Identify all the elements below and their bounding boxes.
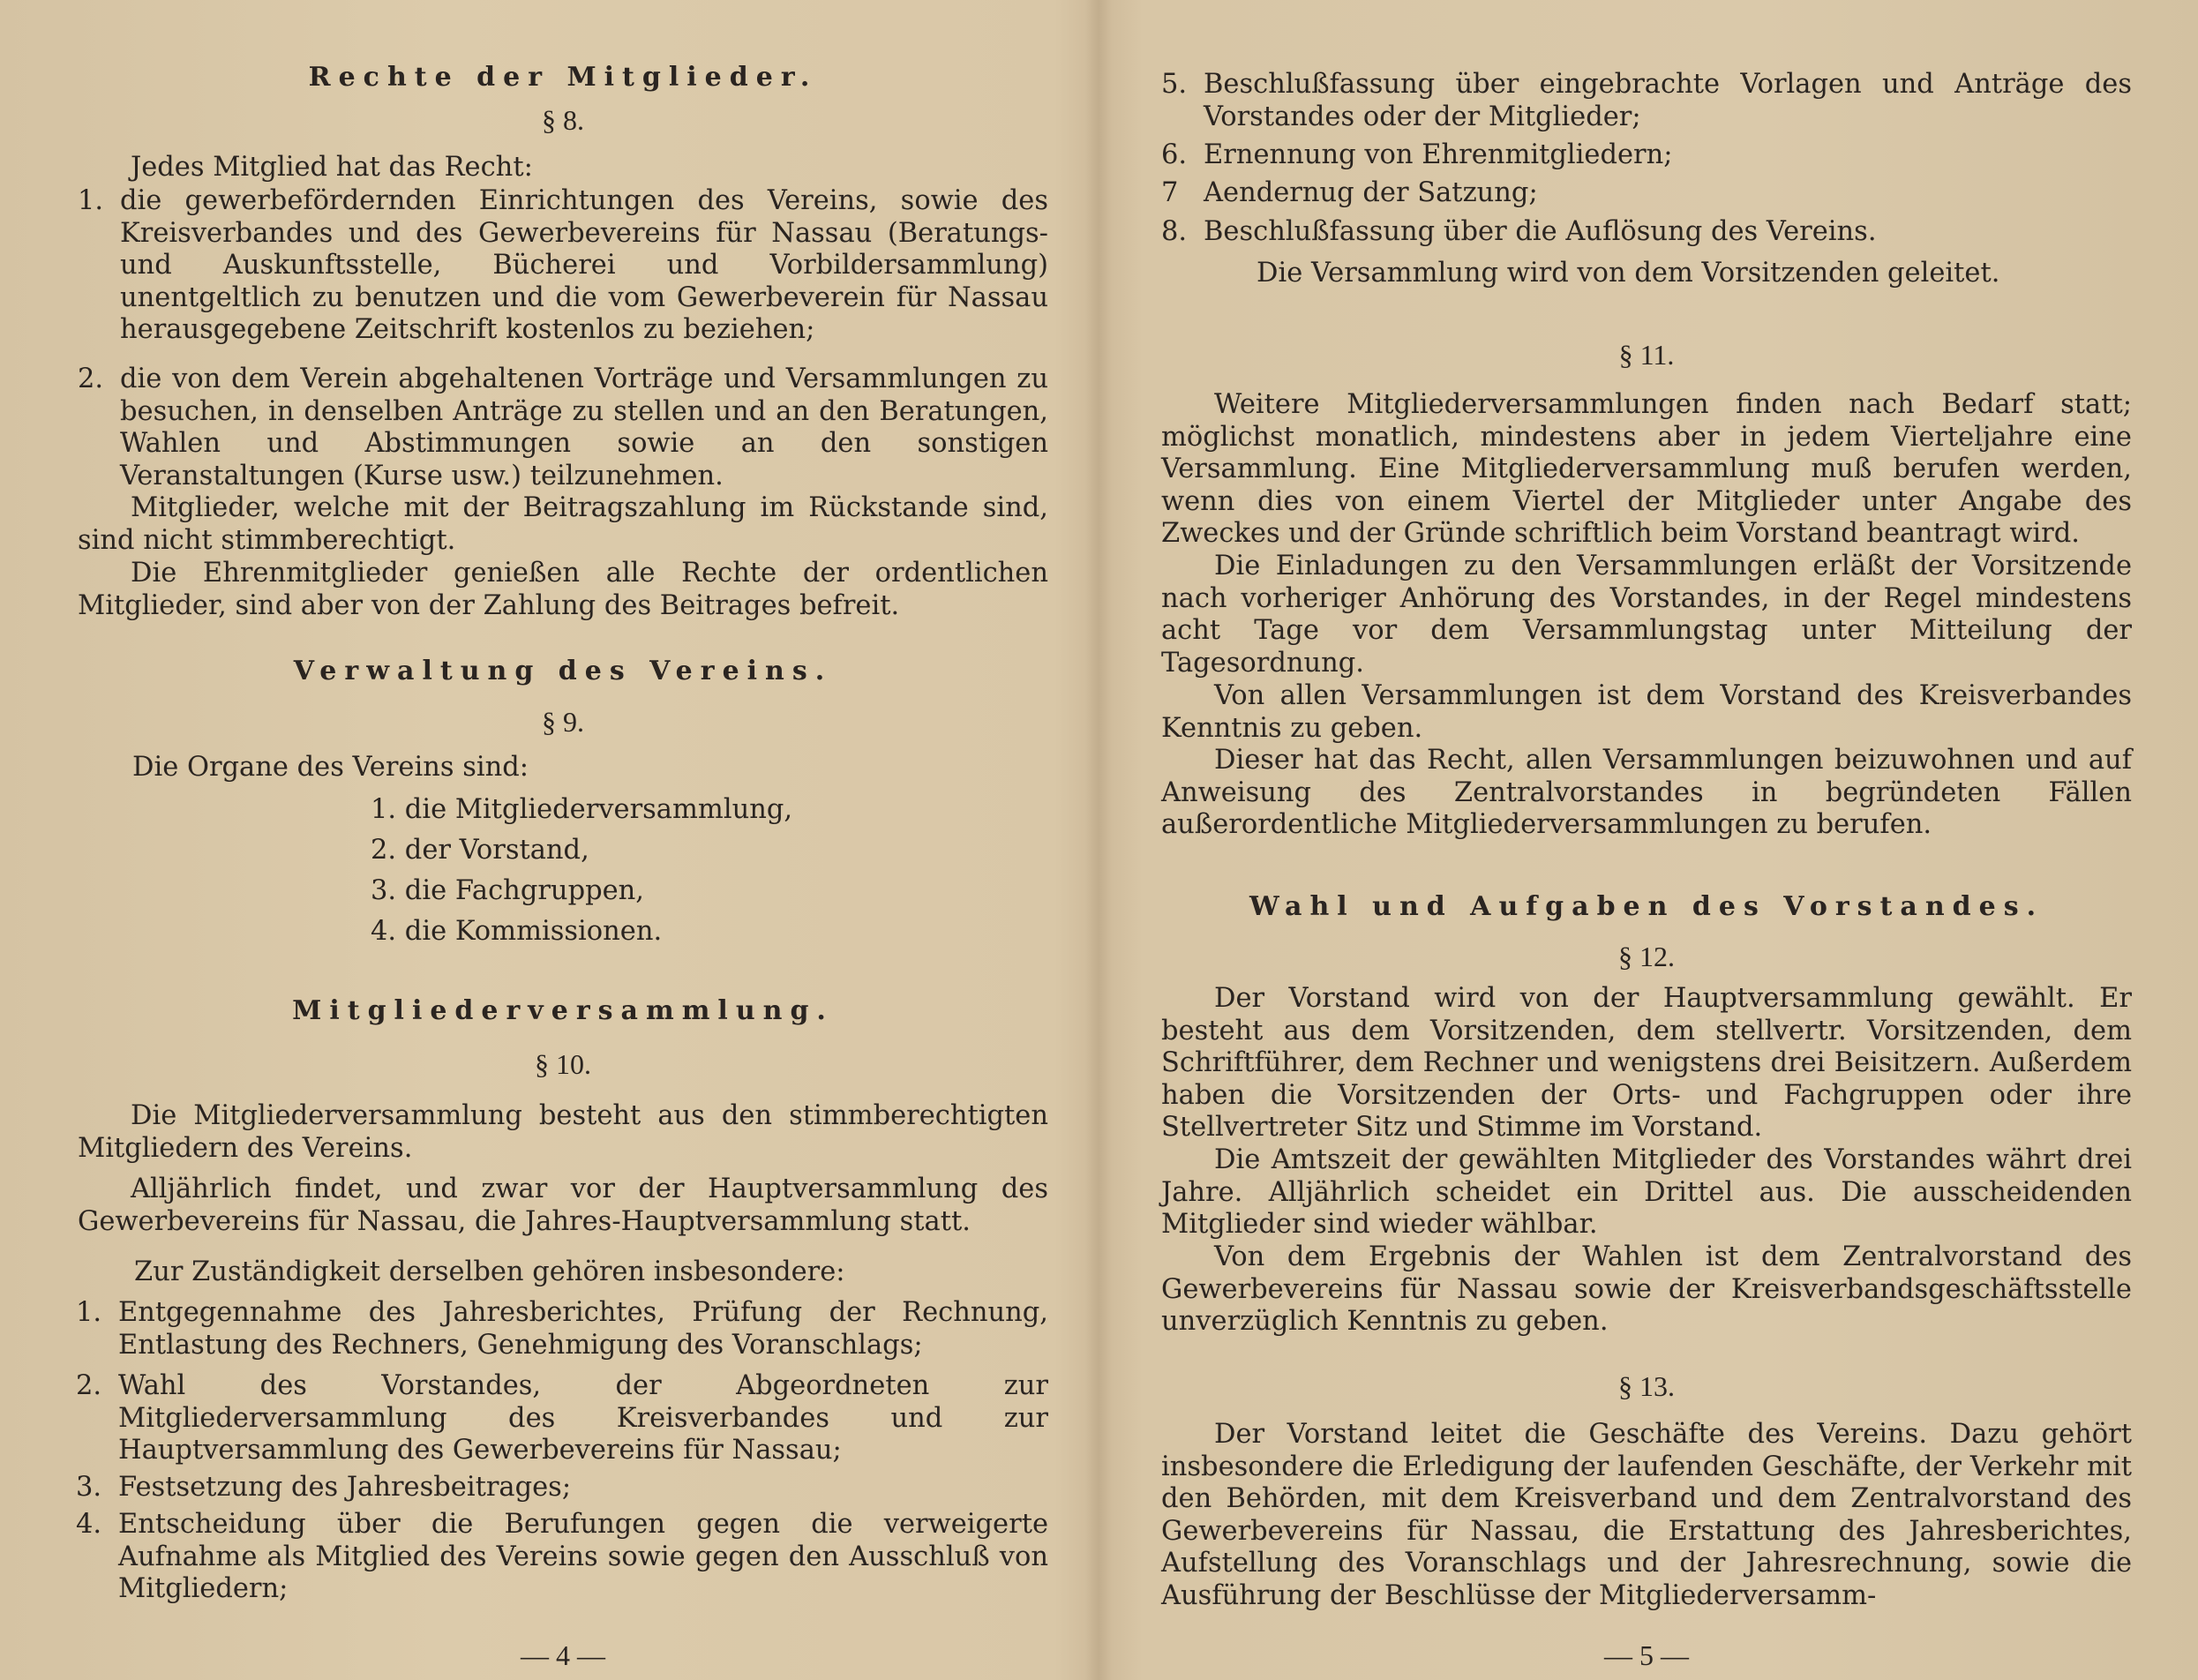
sec11-para4: Dieser hat das Recht, allen Versammlungen beizuwohnen und auf Anweisung des Zentralvorstandes in begründeten Fällen außerordentliche Mitgliederversammlungen zu berufen. bbox=[1161, 745, 2132, 841]
list-text: die von dem Verein abgehaltenen Vorträge und Versammlungen zu besuchen, in denselben Anträge zu stellen und an den Beratungen, Wahlen und Abstimmungen sowie an den sonstigen Veranstaltungen (Kurse usw.) teilzunehmen. bbox=[120, 364, 1048, 491]
section-8-label: § 8. bbox=[542, 104, 584, 136]
list-number: 8. bbox=[1161, 216, 1188, 247]
sec10-item-8 bbox=[1161, 216, 2132, 249]
sec10-para1: Die Mitgliederversammlung besteht aus den stimmberechtigten Mitgliedern des Vereins. bbox=[78, 1100, 1048, 1164]
list-text: Aendernug der Satzung; bbox=[1204, 177, 1538, 208]
heading-assembly: Mitgliederversammlung. bbox=[292, 995, 834, 1026]
sec12-para3: Von dem Ergebnis der Wahlen ist dem Zentralvorstand des Gewerbevereins für Nassau sowie der Kreisverbandsgeschäftsstelle unverzüglich Kenntnis zu geben. bbox=[1161, 1241, 2132, 1338]
list-number: 6. bbox=[1161, 139, 1188, 170]
section-11-label: § 11. bbox=[1618, 339, 1675, 371]
sec10-item-7 bbox=[1161, 177, 2132, 210]
sec12-para1: Der Vorstand wird von der Hauptversammlung gewählt. Er besteht aus dem Vorsitzenden, dem stellvertr. Vorsitzenden, dem Schriftführer, dem Rechner und wenigstens drei Beisitzern. Außerdem haben die Vorsitzenden der Orts- und Fachgruppen oder ihre Stellvertreter Sitz und Stimme im Vorstand. bbox=[1161, 983, 2132, 1144]
organ-item-2: 2. der Vorstand, bbox=[371, 835, 589, 866]
section-10-label: § 10. bbox=[535, 1048, 591, 1080]
heading-administration: Verwaltung des Vereins. bbox=[293, 656, 833, 686]
right-page bbox=[1161, 0, 2132, 1680]
sec10-item-5 bbox=[1161, 69, 2132, 133]
assembly-chair-note: Die Versammlung wird von dem Vorsitzenden geleitet. bbox=[1257, 258, 2000, 289]
left-page bbox=[78, 0, 1048, 1680]
list-text: Beschlußfassung über eingebrachte Vorlagen und Anträge des Vorstandes oder der Mitglieder; bbox=[1204, 69, 2132, 132]
list-number: 3. bbox=[76, 1472, 102, 1503]
sec8-item-1 bbox=[78, 185, 1048, 347]
sec10-item-1 bbox=[76, 1297, 1048, 1361]
list-number: 1. bbox=[78, 185, 104, 216]
list-text: Wahl des Vorstandes, der Abgeordneten zur Mitgliederversammlung des Kreisverbandes und zur Hauptversammlung des Gewerbevereins für Nassau; bbox=[118, 1370, 1048, 1466]
list-number: 4. bbox=[76, 1509, 102, 1540]
list-text: Entgegennahme des Jahresberichtes, Prüfung der Rechnung, Entlastung des Rechners, Genehmigung des Voranschlags; bbox=[118, 1297, 1048, 1361]
organ-item-4: 4. die Kommissionen. bbox=[371, 916, 663, 947]
list-text: Festsetzung des Jahresbeitrages; bbox=[118, 1472, 572, 1503]
list-text: Beschlußfassung über die Auflösung des Vereins. bbox=[1204, 216, 1877, 247]
list-number: 1. bbox=[76, 1297, 102, 1328]
organ-item-3: 3. die Fachgruppen, bbox=[371, 875, 645, 906]
sec12-para2: Die Amtszeit der gewählten Mitglieder des Vorstandes währt drei Jahre. Alljährlich scheidet ein Drittel aus. Die ausscheidenden Mitglieder sind wieder wählbar. bbox=[1161, 1144, 2132, 1241]
page-number-right: — 5 — bbox=[1604, 1639, 1689, 1671]
sec10-intro: Zur Zuständigkeit derselben gehören insbesondere: bbox=[134, 1256, 845, 1287]
sec10-item-3 bbox=[76, 1472, 1048, 1504]
sec11-para3: Von allen Versammlungen ist dem Vorstand des Kreisverbandes Kenntnis zu geben. bbox=[1161, 680, 2132, 744]
sec8-para2: Die Ehrenmitglieder genießen alle Rechte der ordentlichen Mitglieder, sind aber von der Zahlung des Beitrages befreit. bbox=[78, 558, 1048, 621]
sec9-intro: Die Organe des Vereins sind: bbox=[132, 752, 529, 783]
page-number-left: — 4 — bbox=[521, 1639, 605, 1671]
section-12-label: § 12. bbox=[1618, 941, 1675, 972]
section-13-label: § 13. bbox=[1618, 1370, 1675, 1402]
section-9-label: § 9. bbox=[542, 706, 584, 738]
list-text: Entscheidung über die Berufungen gegen die verweigerte Aufnahme als Mitglied des Vereins sowie gegen den Ausschluß von Mitgliedern; bbox=[118, 1509, 1048, 1605]
sec10-item-2 bbox=[76, 1370, 1048, 1467]
sec11-para1: Weitere Mitgliederversammlungen finden nach Bedarf statt; möglichst monatlich, mindestens aber in jedem Vierteljahre eine Versammlung. Eine Mitgliederversammlung muß berufen werden, wenn dies von einem Viertel der Mitglieder unter Angabe des Zweckes und der Gründe schriftlich beim Vorstand beantragt wird. bbox=[1161, 389, 2132, 550]
list-number: 2. bbox=[78, 364, 104, 394]
sec10-item-4 bbox=[76, 1509, 1048, 1606]
list-number: 7 bbox=[1161, 177, 1179, 208]
list-number: 5. bbox=[1161, 69, 1188, 100]
sec10-para2: Alljährlich findet, und zwar vor der Hauptversammlung des Gewerbevereins für Nassau, die Jahres-Hauptversammlung statt. bbox=[78, 1174, 1048, 1237]
heading-rights: Rechte der Mitglieder. bbox=[308, 62, 818, 93]
sec8-para1: Mitglieder, welche mit der Beitragszahlung im Rückstande sind, sind nicht stimmberechtigt. bbox=[78, 492, 1048, 556]
sec8-intro: Jedes Mitglied hat das Recht: bbox=[131, 152, 533, 183]
sec11-para2: Die Einladungen zu den Versammlungen erläßt der Vorsitzende nach vorheriger Anhörung des Vorstandes, in der Regel mindestens acht Tage vor dem Versammlungstag unter Mitteilung der Tagesordnung. bbox=[1161, 551, 2132, 679]
sec10-item-6 bbox=[1161, 139, 2132, 172]
organ-item-1: 1. die Mitgliederversammlung, bbox=[371, 794, 793, 825]
list-text: Ernennung von Ehrenmitgliedern; bbox=[1204, 139, 1673, 170]
heading-board: Wahl und Aufgaben des Vorstandes. bbox=[1249, 891, 2044, 922]
sec13-para1: Der Vorstand leitet die Geschäfte des Vereins. Dazu gehört insbesondere die Erledigung der laufenden Geschäfte, der Verkehr mit den Behörden, mit dem Kreisverband und dem Zentralvorstand des Gewerbevereins für Nassau, die Erstattung des Jahresberichtes, Aufstellung des Voranschlags und der Jahresrechnung, sowie die Ausführung der Beschlüsse der Mitgliederversamm- bbox=[1161, 1419, 2132, 1611]
sec8-item-2 bbox=[78, 364, 1048, 492]
list-number: 2. bbox=[76, 1370, 102, 1401]
list-text: die gewerbefördernden Einrichtungen des Vereins, sowie des Kreisverbandes und des Gewerbevereins für Nassau (Beratungs- und Auskunftsstelle, Bücherei und Vorbildersammlung) unentgeltlich zu benutzen und die vom Gewerbeverein für Nassau herausgegebene Zeitschrift kostenlos zu beziehen; bbox=[120, 185, 1048, 346]
page-fold bbox=[1085, 0, 1112, 1680]
